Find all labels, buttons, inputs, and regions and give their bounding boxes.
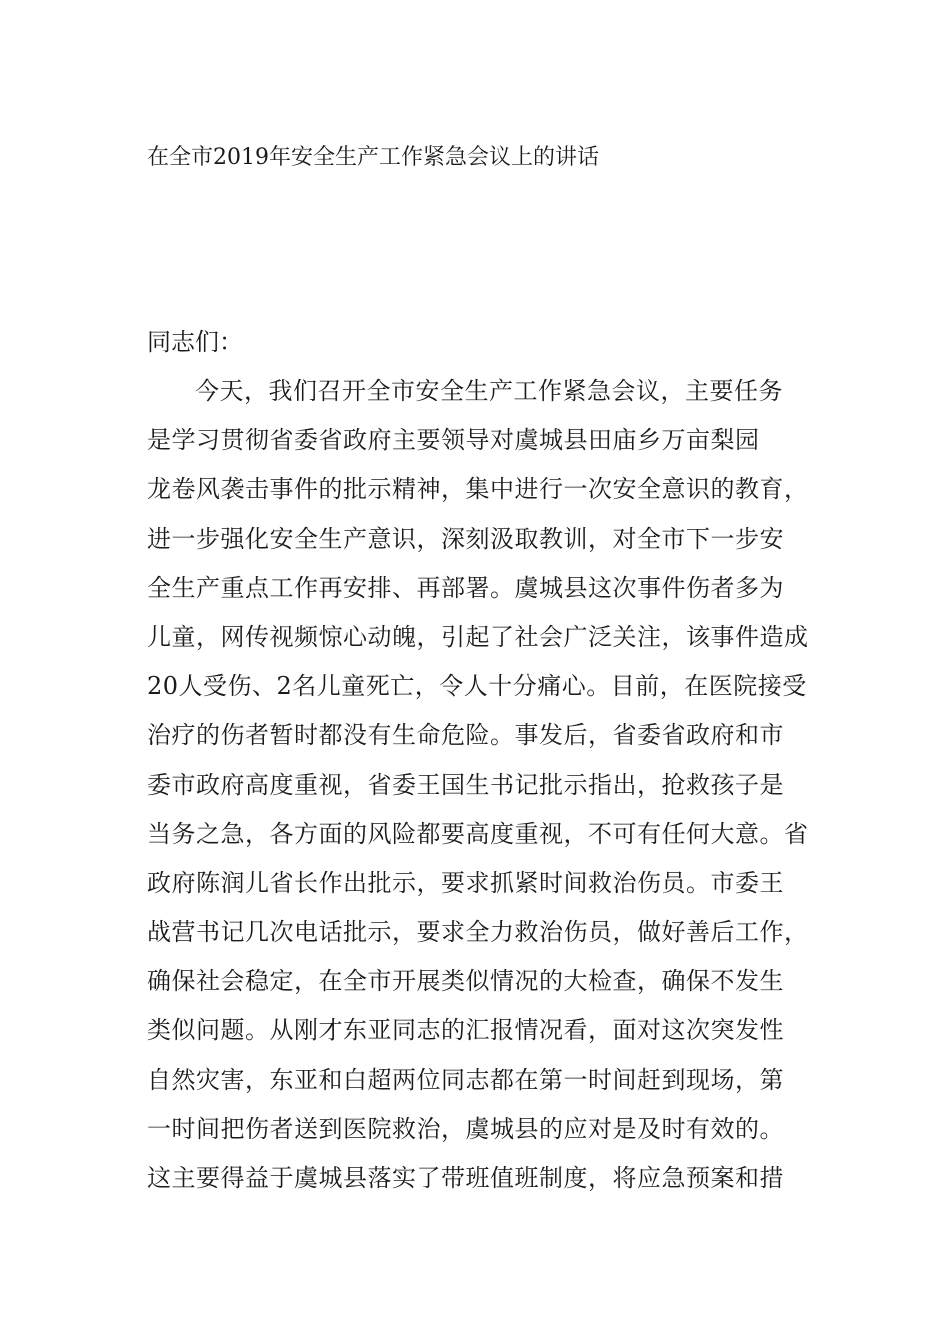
body-line: 20人受伤、2名儿童死亡，令人十分痛心。目前，在医院接受 xyxy=(147,672,807,701)
body-line: 战营书记几次电话批示，要求全力救治伤员，做好善后工作， xyxy=(147,918,809,947)
body-line: 政府陈润儿省长作出批示，要求抓紧时间救治伤员。市委王 xyxy=(147,868,784,897)
body-line: 委市政府高度重视，省委王国生书记批示指出，抢救孩子是 xyxy=(147,770,784,799)
body-line: 儿童，网传视频惊心动魄，引起了社会广泛关注，该事件造成 xyxy=(147,622,809,651)
body-line: 这主要得益于虞城县落实了带班值班制度，将应急预案和措 xyxy=(147,1164,784,1192)
body-line: 当务之急，各方面的风险都要高度重视，不可有任何大意。省 xyxy=(147,819,809,848)
body-line: 一时间把伤者送到医院救治，虞城县的应对是及时有效的。 xyxy=(147,1114,784,1143)
body-line: 自然灾害，东亚和白超两位同志都在第一时间赶到现场，第 xyxy=(147,1065,784,1094)
body-line: 是学习贯彻省委省政府主要领导对虞城县田庙乡万亩梨园 xyxy=(147,426,760,455)
salutation: 同志们： xyxy=(147,328,243,356)
document-title: 在全市2019年安全生产工作紧急会议上的讲话 xyxy=(147,145,599,170)
speech-body xyxy=(147,371,847,1207)
body-line: 进一步强化安全生产意识，深刻汲取教训，对全市下一步安 xyxy=(147,524,784,553)
body-line: 龙卷风袭击事件的批示精神，集中进行一次安全意识的教育， xyxy=(147,475,809,504)
body-line: 全生产重点工作再安排、再部署。虞城县这次事件伤者多为 xyxy=(147,573,784,602)
body-line: 类似问题。从刚才东亚同志的汇报情况看，面对这次突发性 xyxy=(147,1016,784,1045)
body-line: 确保社会稳定，在全市开展类似情况的大检查，确保不发生 xyxy=(147,967,784,996)
body-line: 治疗的伤者暂时都没有生命危险。事发后，省委省政府和市 xyxy=(147,721,784,750)
body-line: 今天，我们召开全市安全生产工作紧急会议，主要任务 xyxy=(195,377,783,405)
